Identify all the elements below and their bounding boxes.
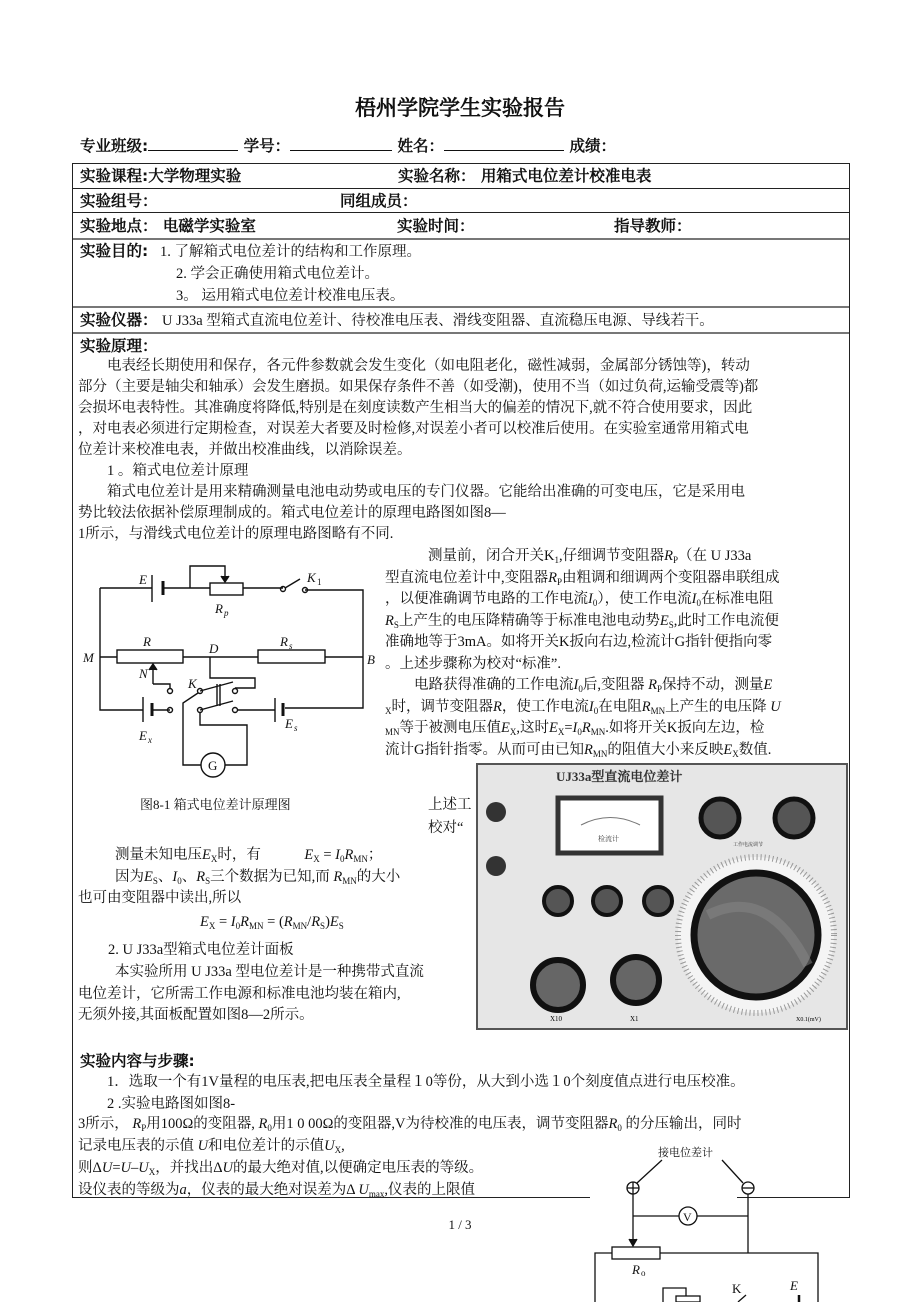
apparatus-text: U J33a 型箱式直流电位差计、待校准电压表、滑线变阻器、直流稳压电源、导线若干。 — [162, 313, 714, 329]
procedure-line: 设仪表的等级为a，仪表的最大绝对误差为Δ $U_{max}$,仪表的上限值 — [78, 1182, 476, 1199]
label-Rs-sub: s — [289, 641, 293, 651]
report-title: 梧州学院学生实验报告 — [355, 96, 565, 120]
class-field[interactable] — [148, 136, 238, 151]
place-cell: 实验地点： 电磁学实验室 — [80, 217, 256, 235]
label-M: M — [83, 650, 94, 665]
r0-sub: o — [641, 1268, 646, 1278]
procedure-line: 则$\Delta U=U-U_X$，并找出ΔU的最大绝对值,以便确定电压表的等级。 — [78, 1160, 484, 1177]
principle-right-line: 测量前，闭合开关$K_1$,仔细调节变阻器$R_P$（在 U J33a — [428, 548, 752, 565]
voltmeter-label: V — [683, 1210, 692, 1224]
student-id-field[interactable] — [290, 136, 392, 151]
header-fields — [80, 135, 616, 157]
principle-right-line: 流计G指针指零。从而可由已知$R_{MN}$的阻值大小来反映$E_X$数值. — [385, 741, 772, 759]
purpose-label: 实验目的: — [80, 242, 149, 260]
principle-line: 1所示，与滑线式电位差计的原理电路图略有不同. — [78, 526, 394, 542]
label-Es: E — [285, 716, 293, 731]
truncated-text: 校对“ — [428, 820, 464, 836]
label-Rs: R — [280, 634, 288, 649]
principle-right-line: $_X$时，调节变阻器R，使工作电流$I_0$在电阻$R_{MN}$上产生的电压降 U — [385, 698, 781, 716]
name-field[interactable] — [444, 136, 564, 151]
time-cell: 实验时间： — [397, 217, 475, 235]
principle-line: 箱式电位差计是用来精确测量电池电动势或电压的专门仪器。它能给出准确的可变电压，它是采用电 — [78, 484, 745, 500]
purpose-item: 3。 运用箱式电位差计校准电压表。 — [176, 288, 405, 304]
principle-right-line: 电路获得准确的工作电流$I_0$后,变阻器 $R_P$保持不动，测量E — [385, 677, 773, 694]
x01-label: X0.1(mV) — [796, 1017, 821, 1023]
truncated-text: 上述工 — [428, 797, 472, 813]
label-G: G — [208, 758, 218, 773]
potentiometer-circuit-diagram — [75, 560, 395, 780]
photo-title: UJ33a型直流电位差计 — [556, 769, 683, 784]
switch-k-label: K — [732, 1281, 742, 1296]
procedure-line: 1．选取一个有1V量程的电压表,把电压表全量程１0等份，从大到小选１0个刻度值点进行电压校准。 — [78, 1074, 745, 1090]
label-E: E — [139, 572, 147, 587]
label-D: D — [209, 641, 219, 656]
principle-right-line: $_{MN}$等于被测电压值$E_X$,这时$E_X=I_0R_{MN}$.如将开关K扳向左边，检 — [385, 720, 765, 737]
teacher-cell: 指导教师： — [614, 217, 692, 235]
label-Es-sub: s — [294, 723, 298, 733]
principle-line: 位差计来校准电表，并做出校准曲线，以消除误差。 — [78, 442, 412, 458]
group-members-cell: 同组成员： — [340, 192, 418, 210]
x1-label: X1 — [630, 1015, 639, 1023]
class-label: 专业班级: — [80, 137, 149, 155]
principle-left-line: 电位差计，它所需工作电源和标准电池均装在箱内, — [78, 986, 401, 1002]
label-N: N — [139, 666, 148, 681]
label-Rp: R — [215, 601, 223, 616]
procedure-label: 实验内容与步骤: — [80, 1052, 195, 1070]
procedure-line: 3所示， $R_P$用100Ω的变阻器, $R_0$用1 0 00Ω的变阻器,V为待校准的电压表，调节变阻器$R_0$ 的分压输出，同时 — [78, 1116, 742, 1133]
principle-left-line: 无须外接,其面板配置如图8—2所示。 — [78, 1007, 314, 1023]
label-Ex: E — [139, 728, 147, 743]
principle-line: ，对电表必须进行定期检查，对误差大者要及时检修,对误差小者可以校准后使用。在实验室通常用箱式电 — [78, 421, 749, 437]
principle-right-line: $R_S$上产生的电压降精确等于标准电池电动势$E_S$,此时工作电流便 — [385, 612, 779, 630]
principle-left-line: 测量未知电压$E_X$时，有 $E_X = I_0R_{MN}$； — [115, 847, 383, 864]
procedure-line: 2 .实验电路图如图8- — [78, 1096, 236, 1112]
uj33a-panel-photo — [476, 763, 848, 1030]
principle-left-line: 本实验所用 U J33a 型电位差计是一种携带式直流 — [115, 964, 424, 980]
principle-left-line: $E_X = I_0R_{MN} = (R_{MN}/R_S)E_S$ — [200, 914, 344, 931]
label-Ex-sub: x — [148, 735, 152, 745]
principle-right-line: ，以便准确调节电路的工作电流$I_0$），使工作电流$I_0$在标准电阻 — [385, 591, 774, 608]
principle-left-line: 也可由变阻器中读出,所以 — [78, 890, 242, 906]
principle-line: 电表经长期使用和保存，各元件参数就会发生变化（如电阻老化，磁性减弱，金属部分锈蚀等)，转动 — [78, 358, 750, 374]
principle-right-line: 型直流电位差计中,变阻器$R_P$由粗调和细调两个变阻器串联组成 — [385, 569, 780, 587]
x10-label: X10 — [550, 1015, 563, 1023]
label-R: R — [143, 634, 151, 649]
apparatus-label: 实验仪器： — [80, 311, 158, 329]
label-Rp-sub: p — [224, 608, 229, 618]
group-number-cell: 实验组号： — [80, 192, 158, 210]
page-number: 1 / 3 — [448, 1217, 472, 1232]
principle-label: 实验原理： — [80, 337, 158, 355]
principle-right-line: 准确地等于3mA。如将开关K扳向右边,检流计G指针便指向零 — [385, 634, 773, 650]
galvanometer-label: 检流计 — [598, 835, 619, 843]
label-K1: K — [307, 570, 316, 585]
purpose-item: 1. 了解箱式电位差计的结构和工作原理。 — [160, 244, 421, 260]
principle-left-line: 因为$E_S$、$I_0$、$R_S$三个数据为已知,而 $R_{MN}$的大小 — [115, 869, 401, 886]
principle-line: 部分（主要是轴尖和轴承）会发生磨损。如果保存条件不善（如受潮)，使用不当（如过负荷,运输受震等)都 — [78, 379, 759, 395]
principle-line: 会损坏电表特性。其准确度将降低,特别是在刻度读数产生相当大的偏差的情况下,就不符合使用要求，因此 — [78, 400, 753, 416]
label-K: K — [188, 676, 197, 691]
figure-8-1-caption: 图8-1 箱式电位差计原理图 — [140, 797, 291, 812]
principle-right-line: 。上述步骤称为校对“标准”. — [385, 655, 561, 672]
student-id-label: 学号： — [243, 137, 291, 155]
connect-potentiometer-label: 接电位差计 — [658, 1147, 713, 1159]
panel-photo-drawing — [478, 765, 846, 1028]
experiment-name-cell: 实验名称： 用箱式电位差计校准电表 — [398, 167, 652, 185]
course-cell: 实验课程:大学物理实验 — [80, 167, 242, 185]
score-label: 成绩： — [569, 137, 616, 155]
current-adjust-label: 工作电流调节 — [733, 843, 764, 848]
principle-line: 1 。箱式电位差计原理 — [78, 463, 249, 479]
principle-left-line: 2. U J33a型箱式电位差计面板 — [108, 942, 294, 958]
name-label: 姓名： — [397, 137, 445, 155]
procedure-line: 记录电压表的示值 U和电位差计的示值$U_X$, — [78, 1138, 345, 1155]
r0-label: R — [632, 1262, 640, 1277]
label-K1-sub: 1 — [317, 577, 322, 587]
principle-line: 势比较法依据补偿原理制成的。箱式电位差计的原理电路图如图8— — [78, 505, 506, 521]
label-B: B — [367, 652, 375, 667]
source-e-label: E — [790, 1278, 798, 1293]
purpose-item: 2. 学会正确使用箱式电位差计。 — [176, 266, 379, 282]
